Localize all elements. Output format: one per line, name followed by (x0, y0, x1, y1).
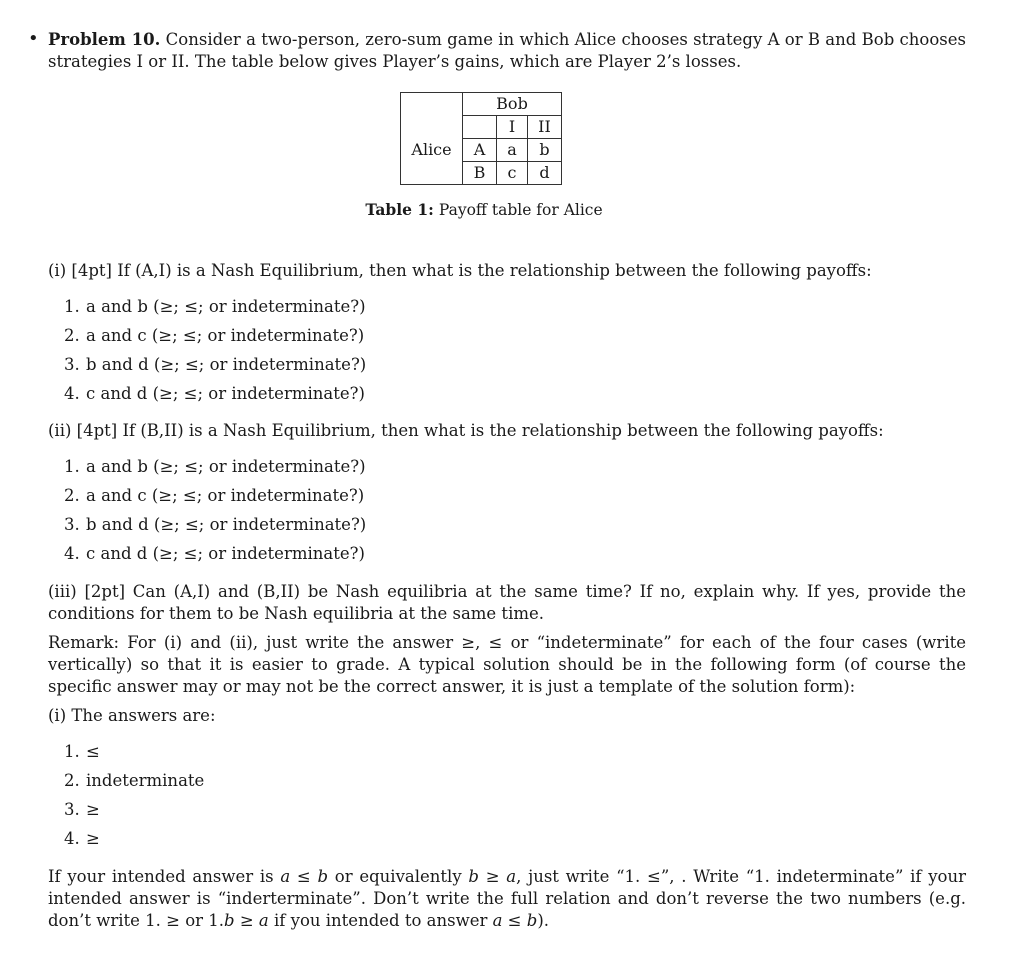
problem-intro (48, 29, 966, 73)
closing-math: b ≥ a (468, 867, 517, 886)
bullet-icon: • (28, 28, 39, 49)
item-text: ≤ (86, 742, 100, 761)
item-number: 1. (64, 297, 80, 316)
closing-math: b ≥ a (224, 911, 269, 930)
col-strategy-2: II (528, 116, 562, 139)
row-player-label (401, 139, 463, 185)
list-item (64, 514, 366, 536)
item-text: a and c (≥; ≤; or indeterminate?) (86, 486, 365, 505)
list-item (64, 325, 364, 347)
item-text: indeterminate (86, 771, 205, 790)
table-blank (463, 116, 497, 139)
table-cell: b (528, 139, 562, 162)
item-number: 2. (64, 326, 80, 345)
example-heading: (i) The answers are: (48, 706, 216, 725)
closing-math: a ≤ b (492, 911, 538, 930)
item-text: a and b (≥; ≤; or indeterminate?) (86, 297, 366, 316)
closing-text: if you intended to answer (268, 911, 493, 930)
col-player-label: Bob (463, 93, 562, 116)
item-text: b and d (≥; ≤; or indeterminate?) (86, 355, 367, 374)
item-number: 4. (64, 829, 80, 848)
list-item (64, 485, 364, 507)
list-item (64, 770, 204, 792)
list-item (64, 799, 100, 821)
closing-text: ). (537, 911, 549, 930)
item-text: a and c (≥; ≤; or indeterminate?) (86, 326, 365, 345)
part-i-heading: (i) [4pt] If (A,I) is a Nash Equilibrium, then what is the relationship between the following payoffs: (48, 261, 872, 280)
closing-text: or equivalently (328, 867, 469, 886)
item-number: 2. (64, 771, 80, 790)
item-number: 4. (64, 384, 80, 403)
list-item (64, 828, 100, 850)
part-iii-text: (iii) [2pt] Can (A,I) and (B,II) be Nash equilibria at the same time? If no, explain why. If yes, provide the conditions for them to be Nash equilibria at the same time. (48, 582, 966, 623)
item-number: 3. (64, 515, 80, 534)
row-strategy-1: A (463, 139, 497, 162)
row-strategy-2: B (463, 162, 497, 185)
item-number: 2. (64, 486, 80, 505)
item-text: c and d (≥; ≤; or indeterminate?) (86, 544, 365, 563)
table-corner (401, 93, 463, 116)
table-caption (0, 199, 968, 221)
list-item (64, 296, 366, 318)
caption-label: Table 1: (365, 200, 434, 219)
row-player-text: Alice (411, 139, 452, 159)
part-ii-heading: (ii) [4pt] If (B,II) is a Nash Equilibrium, then what is the relationship between the following payoffs: (48, 421, 884, 440)
remark-text: Remark: For (i) and (ii), just write the answer ≥, ≤ or “indeterminate” for each of the four cases (write vertically) so that it is easier to grade. A typical solution should be in the following form (of course the specific answer may or may not be the correct answer, it is just a template of the solution form): (48, 633, 966, 696)
problem-intro-text: Consider a two-person, zero-sum game in which Alice chooses strategy A or B and Bob chooses strategies I or II. The table below gives Player’s gains, which are Player 2’s losses. (48, 30, 966, 71)
table-cell: c (497, 162, 528, 185)
item-number: 4. (64, 544, 80, 563)
caption-text: Payoff table for Alice (438, 201, 603, 219)
table-blank (401, 116, 463, 139)
item-text: a and b (≥; ≤; or indeterminate?) (86, 457, 366, 476)
item-number: 3. (64, 800, 80, 819)
list-item (64, 456, 366, 478)
table-cell: d (528, 162, 562, 185)
closing-text: If your intended answer is (48, 867, 281, 886)
list-item (64, 354, 366, 376)
closing-text: , just write “1. ≤”, . Write “1. indeterminate” if your intended answer is “inderterminate”. Don’t write the full relation and don’t reverse the two numbers (e.g. don’t write 1. ≥ or 1. (48, 867, 967, 930)
list-item (64, 741, 100, 763)
problem-label: Problem 10. (48, 30, 161, 49)
item-number: 1. (64, 742, 80, 761)
item-number: 1. (64, 457, 80, 476)
list-item (64, 383, 365, 405)
item-number: 3. (64, 355, 80, 374)
item-text: ≥ (86, 800, 100, 819)
item-text: b and d (≥; ≤; or indeterminate?) (86, 515, 367, 534)
col-strategy-1: I (497, 116, 528, 139)
item-text: ≥ (86, 829, 100, 848)
list-item (64, 543, 365, 565)
closing-paragraph (48, 866, 966, 932)
payoff-table (400, 92, 562, 185)
item-text: c and d (≥; ≤; or indeterminate?) (86, 384, 365, 403)
table-cell: a (497, 139, 528, 162)
closing-math: a ≤ b (280, 867, 329, 886)
